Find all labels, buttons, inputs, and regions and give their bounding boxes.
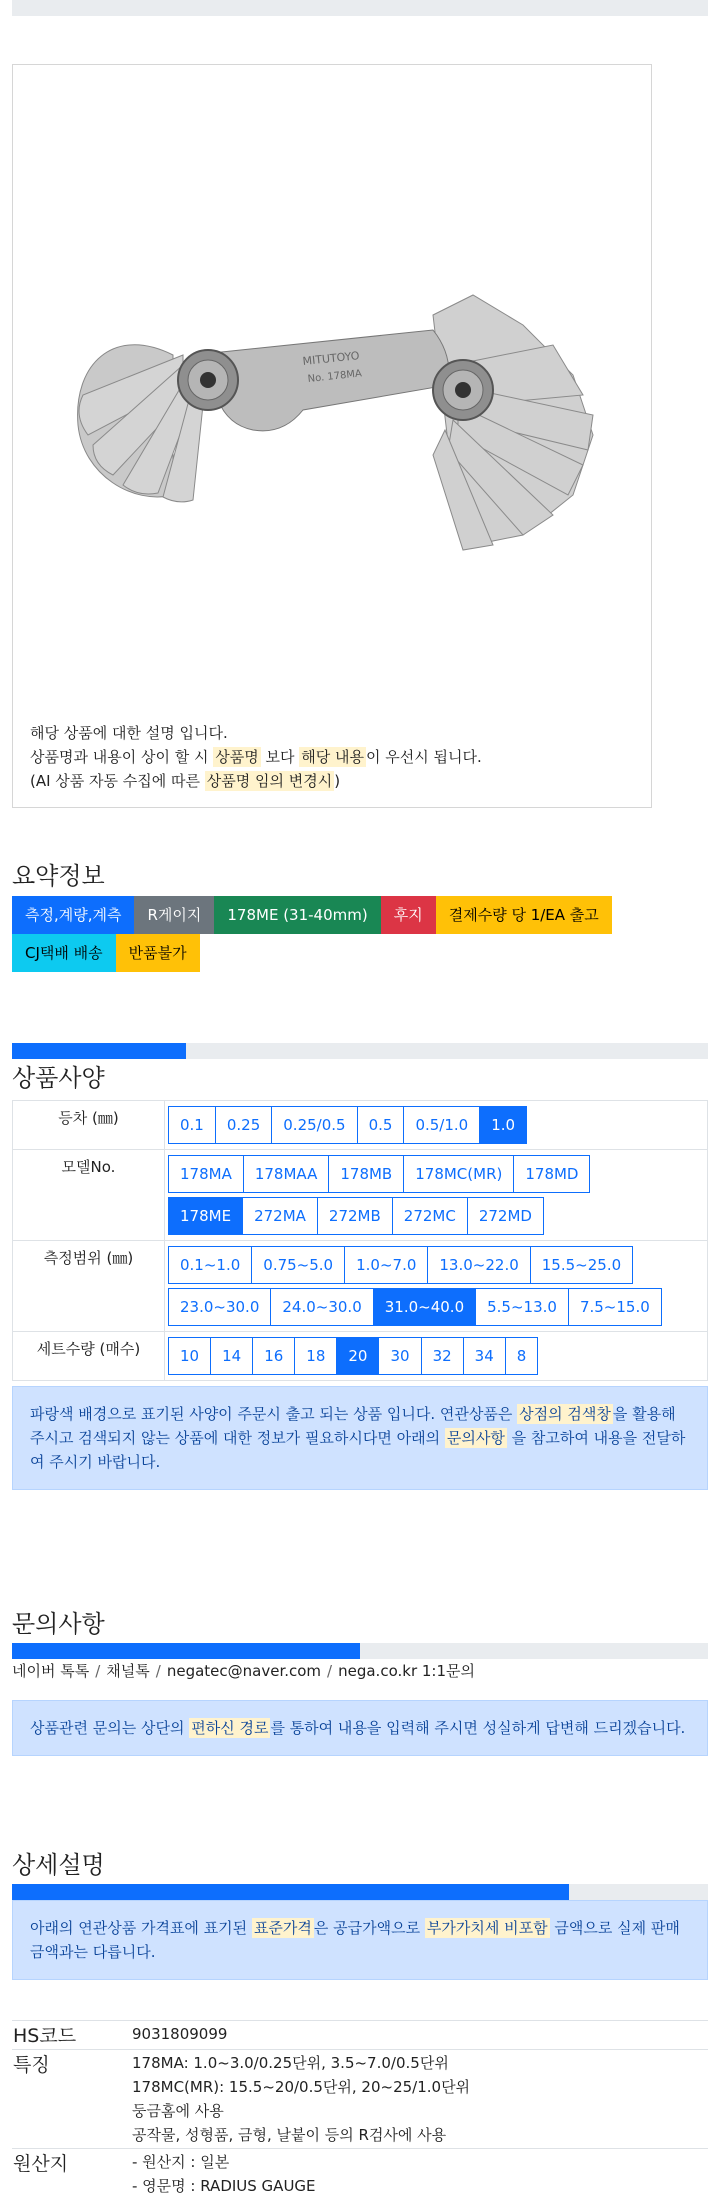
gauge-model-engraving: No. 178MA [307,368,363,385]
option-button[interactable]: 0.25/0.5 [271,1106,357,1144]
alert-highlight-route: 편하신 경로 [191,1719,269,1737]
top-divider-bar [12,0,708,16]
detail-progress-bar [12,1884,708,1900]
option-button[interactable]: 272MA [242,1197,318,1235]
separator: / [327,1662,333,1680]
alert-highlight-inquiry: 문의사항 [446,1429,505,1447]
option-button[interactable]: 178MB [328,1155,404,1193]
spec-label: 모델No. [13,1150,165,1241]
product-image [53,235,653,615]
alert-highlight-search: 상점의 검색창 [519,1405,611,1423]
info-value [132,2050,708,2149]
note-highlight-rename: 상품명 임의 변경시 [206,772,333,790]
spec-row [13,1241,708,1332]
detail-title: 상세설명 [12,1851,105,1879]
tag-no-return: 반품불가 [116,934,200,972]
info-line: 둥금홈에 사용 [132,2102,224,2120]
inquiry-progress-fill [12,1643,360,1659]
note-highlight-content: 해당 내용 [301,748,364,766]
alert-text: 을 활용해 주시고 검색되지 않는 상품에 대한 정보가 필요하시다면 아래의 [30,1405,676,1447]
right-blade-fan [433,295,593,550]
option-button[interactable]: 0.1 [168,1106,216,1144]
option-row [168,1244,703,1286]
option-row [168,1104,703,1146]
option-button[interactable]: 23.0~30.0 [168,1288,271,1326]
option-button[interactable]: 32 [421,1337,464,1375]
option-button[interactable]: 8 [505,1337,539,1375]
info-line: - 원산지 : 일본 [132,2153,230,2171]
alert-highlight-vat: 부가가치세 비포함 [426,1919,548,1937]
note-text: 상품명과 내용이 상이 할 시 [30,748,214,766]
info-key: HS코드 [12,2021,132,2050]
option-button-selected[interactable]: 20 [336,1337,379,1375]
alert-highlight-standard-price: 표준가격 [253,1919,312,1937]
option-button[interactable]: 15.5~25.0 [530,1246,633,1284]
spec-row [13,1332,708,1381]
alert-text: 아래의 연관상품 가격표에 표기된 [30,1919,252,1937]
option-button[interactable]: 0.5 [357,1106,405,1144]
product-description-note [30,721,482,793]
note-highlight-product-name: 상품명 [215,748,259,766]
spec-label: 측정범위 (㎜) [13,1241,165,1332]
info-row [12,2021,708,2050]
separator: / [155,1662,161,1680]
option-button[interactable]: 0.5/1.0 [403,1106,480,1144]
spec-row [13,1150,708,1241]
info-row [12,2050,708,2149]
info-value [132,2149,708,2200]
detail-info-table [12,2020,708,2199]
contact-channel-talk[interactable]: 채널톡 [106,1662,150,1680]
info-line: 178MA: 1.0~3.0/0.25단위, 3.5~7.0/0.5단위 [132,2054,449,2072]
spec-info-alert [12,1386,708,1490]
option-button[interactable]: 34 [463,1337,506,1375]
spec-label: 등차 (㎜) [13,1101,165,1150]
tag-category: 측정,계량,계측 [12,896,134,934]
tag-delivery: CJ택배 배송 [12,934,116,972]
info-key: 특징 [12,2050,132,2149]
note-line-2 [30,745,482,769]
option-button[interactable]: 272MB [317,1197,393,1235]
alert-text: 파랑색 배경으로 표기된 사양이 주문시 출고 되는 상품 입니다. 연관상품은 [30,1405,518,1423]
contact-breadcrumb [12,1660,475,1681]
tag-type: R게이지 [134,896,214,934]
option-button[interactable]: 178MA [168,1155,244,1193]
spec-progress-fill [12,1043,186,1059]
summary-title: 요약정보 [12,862,105,890]
info-line: 9031809099 [132,2025,228,2043]
gauge-engraving: MITUTOYO [301,349,361,368]
separator: / [95,1662,101,1680]
alert-text: 상품관련 문의는 상단의 [30,1719,190,1737]
option-button[interactable]: 272MD [467,1197,544,1235]
alert-text: 은 공급가액으로 [313,1919,425,1937]
note-text: 보다 [260,748,300,766]
spec-options [165,1241,708,1332]
left-pivot-knob [178,350,238,410]
detail-info-alert [12,1900,708,1980]
option-button[interactable]: 10 [168,1337,211,1375]
summary-tags [12,896,652,972]
option-button-selected[interactable]: 31.0~40.0 [373,1288,476,1326]
option-button-selected[interactable]: 178ME [168,1197,243,1235]
spec-row [13,1101,708,1150]
alert-text: 을 참고하여 내용을 전달하여 주시기 바랍니다. [30,1429,686,1471]
detail-progress-fill [12,1884,569,1900]
option-button[interactable]: 13.0~22.0 [427,1246,530,1284]
note-line-3 [30,769,482,793]
option-button[interactable]: 272MC [392,1197,468,1235]
option-button[interactable]: 16 [252,1337,295,1375]
contact-naver-talk[interactable]: 네이버 톡톡 [12,1662,90,1680]
info-value [132,2021,708,2050]
option-button[interactable]: 5.5~13.0 [475,1288,569,1326]
tag-quantity: 결제수량 당 1/EA 출고 [436,896,612,934]
tag-model: 178ME (31-40mm) [214,896,380,934]
option-button[interactable]: 0.75~5.0 [251,1246,345,1284]
info-key: 원산지 [12,2149,132,2200]
option-button[interactable]: 0.1~1.0 [168,1246,252,1284]
info-line: - 영문명 : RADIUS GAUGE [132,2177,316,2195]
tag-payment: 후지 [381,896,436,934]
spec-options [165,1332,708,1381]
inquiry-title: 문의사항 [12,1610,105,1638]
spec-options [165,1101,708,1150]
note-text: ) [334,772,341,790]
option-button[interactable]: 24.0~30.0 [270,1288,373,1326]
option-button[interactable]: 1.0~7.0 [344,1246,428,1284]
contact-email[interactable]: negatec@naver.com [166,1662,322,1680]
option-button[interactable]: 7.5~15.0 [568,1288,662,1326]
option-row [168,1335,703,1377]
option-row [168,1286,703,1328]
spec-title: 상품사양 [12,1064,105,1092]
inquiry-info-alert [12,1700,708,1756]
info-row [12,2149,708,2200]
inquiry-progress-bar [12,1643,708,1659]
note-line-1: 해당 상품에 대한 설명 입니다. [30,724,228,742]
option-button[interactable]: 30 [378,1337,421,1375]
spec-progress-bar [12,1043,708,1059]
option-button[interactable]: 14 [210,1337,253,1375]
spec-options [165,1150,708,1241]
option-row [168,1195,703,1237]
alert-text: 금액으로 실제 판매금액과는 다릅니다. [30,1919,680,1961]
option-row [168,1153,703,1195]
contact-site-inquiry[interactable]: nega.co.kr 1:1문의 [338,1662,475,1680]
option-button[interactable]: 178MAA [243,1155,330,1193]
option-button[interactable]: 178MC(MR) [403,1155,514,1193]
right-pivot-knob [433,360,493,420]
spec-label: 세트수량 (매수) [13,1332,165,1381]
product-image-box [12,64,652,808]
alert-text: 를 통하여 내용을 입력해 주시면 성실하게 답변해 드리겠습니다. [270,1719,686,1737]
option-button[interactable]: 0.25 [215,1106,272,1144]
option-button-selected[interactable]: 1.0 [479,1106,527,1144]
info-line: 178MC(MR): 15.5~20/0.5단위, 20~25/1.0단위 [132,2078,471,2096]
spec-options-table [12,1100,708,1381]
info-line: 공작물, 성형품, 금형, 날붙이 등의 R검사에 사용 [132,2126,447,2144]
note-text: (AI 상품 자동 수집에 따른 [30,772,205,790]
note-text: 이 우선시 됩니다. [365,748,482,766]
option-button[interactable]: 178MD [513,1155,590,1193]
option-button[interactable]: 18 [294,1337,337,1375]
